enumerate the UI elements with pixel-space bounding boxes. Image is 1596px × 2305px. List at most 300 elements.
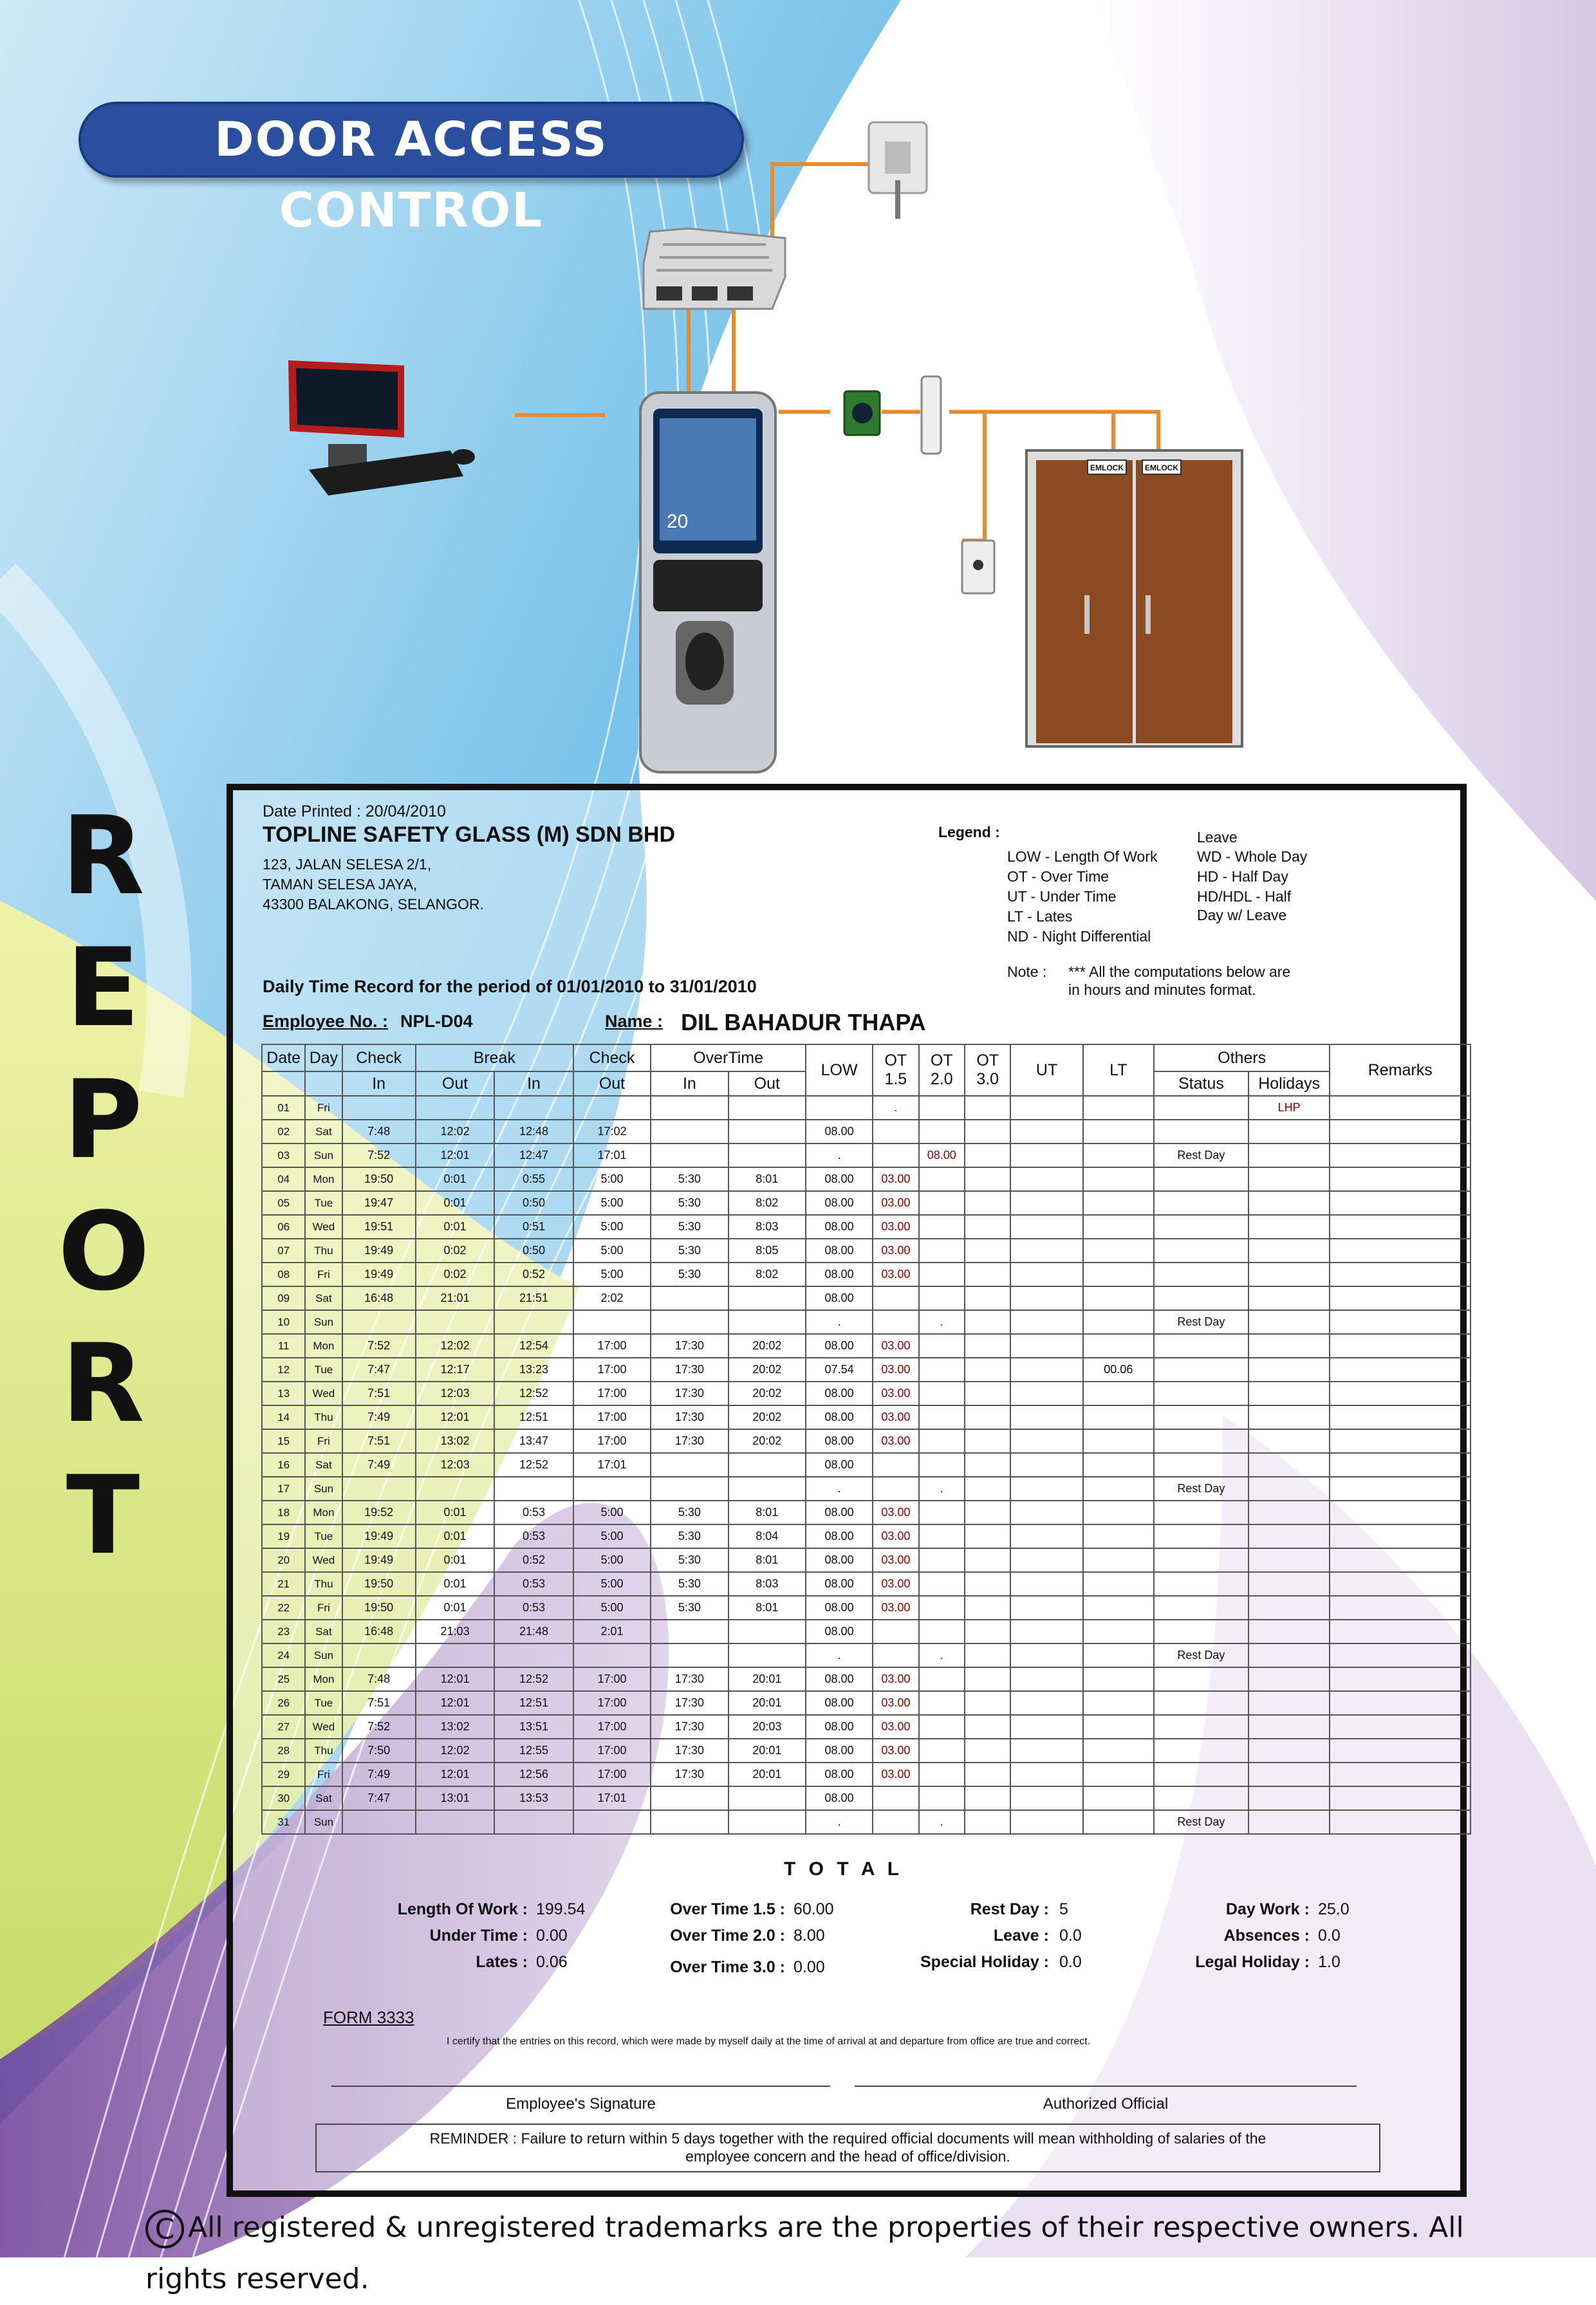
table-row (262, 1763, 1471, 1786)
cell-break-out: 12:02 (416, 1739, 494, 1763)
cell-ot15 (873, 1810, 918, 1834)
cell-break-out: 12:03 (416, 1453, 494, 1477)
access-diagram (270, 116, 1274, 759)
cell-ot15: 03.00 (873, 1524, 918, 1548)
cell-low: 08.00 (806, 1667, 873, 1691)
cell-check-in: 19:49 (342, 1548, 416, 1572)
cell-lt (1083, 1715, 1154, 1739)
cell-break-in (494, 1643, 573, 1667)
cell-ot-out (728, 1453, 806, 1477)
cell-day: Mon (305, 1667, 342, 1691)
table-row (262, 1120, 1471, 1143)
cell-date: 21 (262, 1572, 305, 1596)
cell-holidays (1248, 1358, 1330, 1382)
cell-ot20 (919, 1620, 965, 1643)
cell-break-out: 12:17 (416, 1358, 494, 1382)
cell-ot-out: 20:02 (728, 1405, 806, 1429)
cell-lt (1083, 1239, 1154, 1263)
cell-ot30 (965, 1691, 1010, 1715)
cell-ot20 (919, 1667, 965, 1691)
report-letter: O (58, 1189, 150, 1315)
cell-break-out: 0:01 (416, 1215, 494, 1239)
cell-low: . (806, 1143, 873, 1167)
cell-check-out: 5:00 (573, 1596, 651, 1620)
cell-day: Wed (305, 1548, 342, 1572)
cell-break-out (416, 1096, 494, 1120)
cell-check-out (573, 1310, 651, 1334)
cell-date: 01 (262, 1096, 305, 1120)
cell-date: 19 (262, 1524, 305, 1548)
cell-remarks (1330, 1143, 1471, 1167)
cell-ot-in: 17:30 (651, 1667, 728, 1691)
cell-ut (1010, 1620, 1082, 1643)
reminder-box (315, 2124, 1380, 2172)
reminder-text: REMINDER : Failure to return within 5 days together with the required official documents will mean withholding of salaries of the (429, 2130, 1267, 2147)
cell-status (1154, 1191, 1248, 1215)
cell-ot20 (919, 1691, 965, 1715)
col-status: Status (1154, 1071, 1248, 1096)
cell-check-out: 5:00 (573, 1167, 651, 1191)
cell-check-in: 7:47 (342, 1358, 416, 1382)
cell-holidays (1248, 1596, 1330, 1620)
cell-ot15: 03.00 (873, 1548, 918, 1572)
cell-ot20 (919, 1215, 965, 1239)
cell-ot15: 03.00 (873, 1596, 918, 1620)
cell-ot-in: 5:30 (651, 1239, 728, 1263)
cell-status (1154, 1263, 1248, 1286)
total-ot30: 0.00 (793, 1958, 825, 1976)
cell-ut (1010, 1524, 1082, 1548)
cell-holidays (1248, 1310, 1330, 1334)
cell-holidays (1248, 1715, 1330, 1739)
reminder-text: employee concern and the head of office/division. (685, 2148, 1010, 2165)
emlock-label: EMLOCK (1145, 463, 1178, 472)
col-ut: UT (1010, 1044, 1082, 1096)
cell-ot15: 03.00 (873, 1215, 918, 1239)
cell-holidays (1248, 1215, 1330, 1239)
cell-ot-out: 20:01 (728, 1667, 806, 1691)
copyright-icon: C (145, 2210, 184, 2248)
cell-ot-in (651, 1620, 728, 1643)
cell-lt (1083, 1501, 1154, 1524)
col-lt: LT (1083, 1044, 1154, 1096)
cell-holidays (1248, 1453, 1330, 1477)
cell-status (1154, 1215, 1248, 1239)
cell-holidays (1248, 1143, 1330, 1167)
total-legal-holiday-label: Legal Holiday : (1195, 1953, 1310, 1971)
cell-check-in: 7:51 (342, 1691, 416, 1715)
cell-low: 08.00 (806, 1786, 873, 1810)
cell-ot15: 03.00 (873, 1358, 918, 1382)
cell-check-in: 19:49 (342, 1524, 416, 1548)
legend-item: Leave (1197, 829, 1238, 846)
cell-ut (1010, 1358, 1082, 1382)
cell-ot-out: 20:02 (728, 1382, 806, 1405)
cell-ot20 (919, 1191, 965, 1215)
cell-remarks (1330, 1596, 1471, 1620)
cell-status (1154, 1548, 1248, 1572)
controller-icon (644, 228, 785, 309)
cell-status (1154, 1739, 1248, 1763)
cell-check-out: 5:00 (573, 1572, 651, 1596)
cell-date: 25 (262, 1667, 305, 1691)
cell-ot30 (965, 1358, 1010, 1382)
cell-break-in: 21:48 (494, 1620, 573, 1643)
cell-ot30 (965, 1191, 1010, 1215)
col-day-sub (305, 1071, 342, 1096)
cell-ot15: 03.00 (873, 1715, 918, 1739)
table-row (262, 1429, 1471, 1453)
note-text: in hours and minutes format. (1068, 981, 1256, 998)
cell-day: Fri (305, 1763, 342, 1786)
cell-check-in (342, 1810, 416, 1834)
cell-break-out: 0:01 (416, 1572, 494, 1596)
total-ot15-label: Over Time 1.5 : (670, 1900, 785, 1918)
cell-status: Rest Day (1154, 1310, 1248, 1334)
cell-date: 17 (262, 1477, 305, 1501)
cell-check-out (573, 1477, 651, 1501)
note-label: Note : (1007, 963, 1047, 980)
cell-status (1154, 1429, 1248, 1453)
cell-low: 08.00 (806, 1715, 873, 1739)
cell-ot15: 03.00 (873, 1667, 918, 1691)
cell-lt (1083, 1143, 1154, 1167)
cell-break-in: 0:53 (494, 1524, 573, 1548)
cell-date: 08 (262, 1263, 305, 1286)
cell-day: Wed (305, 1382, 342, 1405)
cell-date: 09 (262, 1286, 305, 1310)
total-absences: 0.0 (1318, 1927, 1341, 1945)
cell-check-in: 7:47 (342, 1786, 416, 1810)
cell-low: 08.00 (806, 1286, 873, 1310)
cell-ut (1010, 1143, 1082, 1167)
cell-date: 20 (262, 1548, 305, 1572)
cell-ot20 (919, 1715, 965, 1739)
cell-lt (1083, 1286, 1154, 1310)
cell-day: Thu (305, 1239, 342, 1263)
table-row (262, 1405, 1471, 1429)
cell-date: 18 (262, 1501, 305, 1524)
cell-ot20: 08.00 (919, 1143, 965, 1167)
cell-ot-out: 8:01 (728, 1596, 806, 1620)
cell-status (1154, 1524, 1248, 1548)
cell-check-out (573, 1096, 651, 1120)
cell-date: 02 (262, 1120, 305, 1143)
legend-item: HD/HDL - Half (1197, 888, 1292, 905)
table-row (262, 1286, 1471, 1310)
legend-title: Legend : (938, 824, 1000, 840)
cell-ut (1010, 1786, 1082, 1810)
cell-break-in: 13:53 (494, 1786, 573, 1810)
total-length-of-work-label: Length Of Work : (397, 1900, 528, 1918)
cell-check-in: 7:52 (342, 1143, 416, 1167)
cell-remarks (1330, 1334, 1471, 1358)
col-date: Date (262, 1044, 305, 1071)
cell-status (1154, 1667, 1248, 1691)
cell-date: 03 (262, 1143, 305, 1167)
cell-check-out: 17:02 (573, 1120, 651, 1143)
cell-ot15 (873, 1453, 918, 1477)
certification-text: I certify that the entries on this record, which were made by myself daily at the time of arrival at and departure from office are true and correct. (447, 2036, 1091, 2047)
cell-break-out: 12:02 (416, 1334, 494, 1358)
cell-ot-in: 5:30 (651, 1167, 728, 1191)
cell-ot20 (919, 1763, 965, 1786)
col-break: Break (416, 1044, 573, 1071)
cell-status: Rest Day (1154, 1477, 1248, 1501)
cell-check-out: 17:00 (573, 1763, 651, 1786)
cell-ut (1010, 1239, 1082, 1263)
col-out: Out (573, 1071, 651, 1096)
col-overtime: OverTime (651, 1044, 806, 1071)
cell-date: 11 (262, 1334, 305, 1358)
cell-low: 08.00 (806, 1548, 873, 1572)
cell-ot15 (873, 1477, 918, 1501)
col-ot20: OT 2.0 (919, 1044, 965, 1096)
cell-ot20: . (919, 1310, 965, 1334)
cell-ot20 (919, 1786, 965, 1810)
terminal-screen-text: 20 (667, 511, 689, 532)
cell-ot-in: 17:30 (651, 1739, 728, 1763)
cell-check-out: 17:00 (573, 1739, 651, 1763)
cell-check-out: 17:00 (573, 1429, 651, 1453)
report-letter: R (61, 1320, 145, 1447)
cell-break-out: 0:01 (416, 1167, 494, 1191)
cell-break-out: 12:01 (416, 1763, 494, 1786)
cell-holidays (1248, 1239, 1330, 1263)
col-in: In (342, 1071, 416, 1096)
company-name: TOPLINE SAFETY GLASS (M) SDN BHD (263, 822, 676, 847)
cell-ot-out (728, 1643, 806, 1667)
cell-day: Sat (305, 1120, 342, 1143)
cell-ot30 (965, 1310, 1010, 1334)
cell-holidays (1248, 1429, 1330, 1453)
cell-date: 29 (262, 1763, 305, 1786)
cell-ot20 (919, 1429, 965, 1453)
address-line: TAMAN SELESA JAYA, (263, 876, 418, 893)
employee-no: NPL-D04 (400, 1012, 473, 1031)
authorized-official-label: Authorized Official (1043, 2095, 1169, 2113)
cell-ot-out: 20:01 (728, 1691, 806, 1715)
cell-remarks (1330, 1167, 1471, 1191)
cell-ot-out: 8:03 (728, 1215, 806, 1239)
cell-day: Sat (305, 1453, 342, 1477)
cell-ot20: . (919, 1477, 965, 1501)
cell-date: 22 (262, 1596, 305, 1620)
cell-ot30 (965, 1334, 1010, 1358)
cell-ot-in (651, 1143, 728, 1167)
cell-ot30 (965, 1524, 1010, 1548)
cell-day: Sun (305, 1810, 342, 1834)
cell-low: 08.00 (806, 1501, 873, 1524)
cell-status (1154, 1382, 1248, 1405)
cell-day: Mon (305, 1501, 342, 1524)
cell-check-out: 5:00 (573, 1524, 651, 1548)
cell-ot-out: 8:01 (728, 1548, 806, 1572)
total-ot15: 60.00 (793, 1900, 834, 1918)
table-row (262, 1477, 1471, 1501)
report-letter: E (66, 925, 140, 1051)
cell-date: 04 (262, 1167, 305, 1191)
cell-break-in: 12:52 (494, 1667, 573, 1691)
cell-status (1154, 1286, 1248, 1310)
cell-ot30 (965, 1548, 1010, 1572)
cell-ot-out (728, 1096, 806, 1120)
cell-low: . (806, 1643, 873, 1667)
cell-low: 08.00 (806, 1620, 873, 1643)
cell-ot20 (919, 1286, 965, 1310)
cell-status (1154, 1620, 1248, 1643)
cell-holidays (1248, 1810, 1330, 1834)
cell-date: 07 (262, 1239, 305, 1263)
total-day-work-label: Day Work : (1225, 1900, 1310, 1918)
cell-break-in: 13:51 (494, 1715, 573, 1739)
cell-break-in: 12:47 (494, 1143, 573, 1167)
cell-ot15: 03.00 (873, 1239, 918, 1263)
cell-check-in: 7:52 (342, 1715, 416, 1739)
cell-break-out: 12:01 (416, 1691, 494, 1715)
col-day: Day (305, 1044, 342, 1071)
cell-check-in: 19:50 (342, 1572, 416, 1596)
cell-date: 28 (262, 1739, 305, 1763)
cell-break-in: 0:50 (494, 1239, 573, 1263)
cell-check-out: 2:01 (573, 1620, 651, 1643)
cell-remarks (1330, 1763, 1471, 1786)
table-row (262, 1096, 1471, 1120)
cell-ut (1010, 1215, 1082, 1239)
cell-ot30 (965, 1382, 1010, 1405)
cell-date: 06 (262, 1215, 305, 1239)
cell-lt (1083, 1572, 1154, 1596)
cell-break-in (494, 1096, 573, 1120)
cell-ot30 (965, 1167, 1010, 1191)
cell-remarks (1330, 1477, 1471, 1501)
cell-ot-out (728, 1620, 806, 1643)
cell-check-in: 19:50 (342, 1596, 416, 1620)
cell-holidays (1248, 1167, 1330, 1191)
cell-low: 08.00 (806, 1691, 873, 1715)
cell-low: 08.00 (806, 1191, 873, 1215)
cell-break-in: 12:55 (494, 1739, 573, 1763)
cell-day: Wed (305, 1215, 342, 1239)
cell-ot15: 03.00 (873, 1429, 918, 1453)
cell-ot-in: 17:30 (651, 1429, 728, 1453)
cell-holidays (1248, 1120, 1330, 1143)
title-banner: DOOR ACCESS CONTROL (79, 102, 744, 178)
cell-check-in: 19:51 (342, 1215, 416, 1239)
cell-break-in: 13:23 (494, 1358, 573, 1382)
cell-ot-in: 5:30 (651, 1548, 728, 1572)
total-rest-day: 5 (1059, 1900, 1068, 1918)
cell-ot20 (919, 1263, 965, 1286)
time-record-table (261, 1044, 1471, 1835)
cell-day: Thu (305, 1739, 342, 1763)
cell-low: 08.00 (806, 1453, 873, 1477)
cell-remarks (1330, 1524, 1471, 1548)
total-ot30-label: Over Time 3.0 : (670, 1958, 785, 1976)
cell-check-out: 17:00 (573, 1715, 651, 1739)
total-special-holiday: 0.0 (1059, 1953, 1082, 1971)
cell-remarks (1330, 1548, 1471, 1572)
cell-day: Tue (305, 1524, 342, 1548)
cell-ot15: 03.00 (873, 1739, 918, 1763)
cell-break-out: 0:01 (416, 1191, 494, 1215)
cell-check-in (342, 1096, 416, 1120)
cell-check-out: 17:01 (573, 1143, 651, 1167)
cell-holidays: LHP (1248, 1096, 1330, 1120)
cell-remarks (1330, 1572, 1471, 1596)
cell-ot20 (919, 1167, 965, 1191)
cell-remarks (1330, 1405, 1471, 1429)
cell-status (1154, 1715, 1248, 1739)
cell-ot30 (965, 1239, 1010, 1263)
cell-day: Fri (305, 1096, 342, 1120)
date-printed: Date Printed : 20/04/2010 (263, 802, 446, 820)
table-row (262, 1572, 1471, 1596)
cell-check-out: 5:00 (573, 1215, 651, 1239)
col-date-sub (262, 1071, 305, 1096)
employee-signature-label: Employee's Signature (506, 2095, 656, 2113)
cell-ut (1010, 1120, 1082, 1143)
cell-check-out: 17:00 (573, 1667, 651, 1691)
cell-lt (1083, 1334, 1154, 1358)
cell-holidays (1248, 1477, 1330, 1501)
cell-ot20 (919, 1334, 965, 1358)
cell-ot-out: 8:02 (728, 1191, 806, 1215)
cell-holidays (1248, 1382, 1330, 1405)
cell-remarks (1330, 1382, 1471, 1405)
cell-ot30 (965, 1429, 1010, 1453)
cell-check-in: 7:48 (342, 1667, 416, 1691)
cell-lt (1083, 1263, 1154, 1286)
table-row (262, 1739, 1471, 1763)
cell-break-in: 0:53 (494, 1572, 573, 1596)
cell-lt (1083, 1167, 1154, 1191)
cell-day: Sun (305, 1643, 342, 1667)
col-check-out: Check (573, 1044, 651, 1071)
table-row (262, 1382, 1471, 1405)
cell-lt (1083, 1477, 1154, 1501)
cell-break-out: 0:01 (416, 1548, 494, 1572)
total-title: T O T A L (784, 1858, 904, 1880)
cell-ut (1010, 1405, 1082, 1429)
form-number: FORM 3333 (323, 2008, 414, 2027)
cell-ot30 (965, 1143, 1010, 1167)
table-row (262, 1715, 1471, 1739)
cell-ut (1010, 1167, 1082, 1191)
cell-ot-in: 5:30 (651, 1215, 728, 1239)
cell-check-in (342, 1477, 416, 1501)
cell-ut (1010, 1501, 1082, 1524)
table-row (262, 1191, 1471, 1215)
magnetic-lock-icon (922, 376, 941, 454)
cell-remarks (1330, 1239, 1471, 1263)
cell-ot-in: 5:30 (651, 1524, 728, 1548)
cell-break-out: 0:01 (416, 1501, 494, 1524)
cell-date: 13 (262, 1382, 305, 1405)
cell-check-in: 7:52 (342, 1334, 416, 1358)
cell-ot15 (873, 1620, 918, 1643)
cell-check-in: 19:49 (342, 1239, 416, 1263)
cell-ot-out (728, 1120, 806, 1143)
cell-holidays (1248, 1786, 1330, 1810)
cell-ot-in (651, 1477, 728, 1501)
cell-ot20 (919, 1739, 965, 1763)
cell-ot30 (965, 1405, 1010, 1429)
cell-check-out: 17:00 (573, 1358, 651, 1382)
cell-ot-in (651, 1310, 728, 1334)
cell-ot-in: 17:30 (651, 1715, 728, 1739)
cell-ot20 (919, 1524, 965, 1548)
